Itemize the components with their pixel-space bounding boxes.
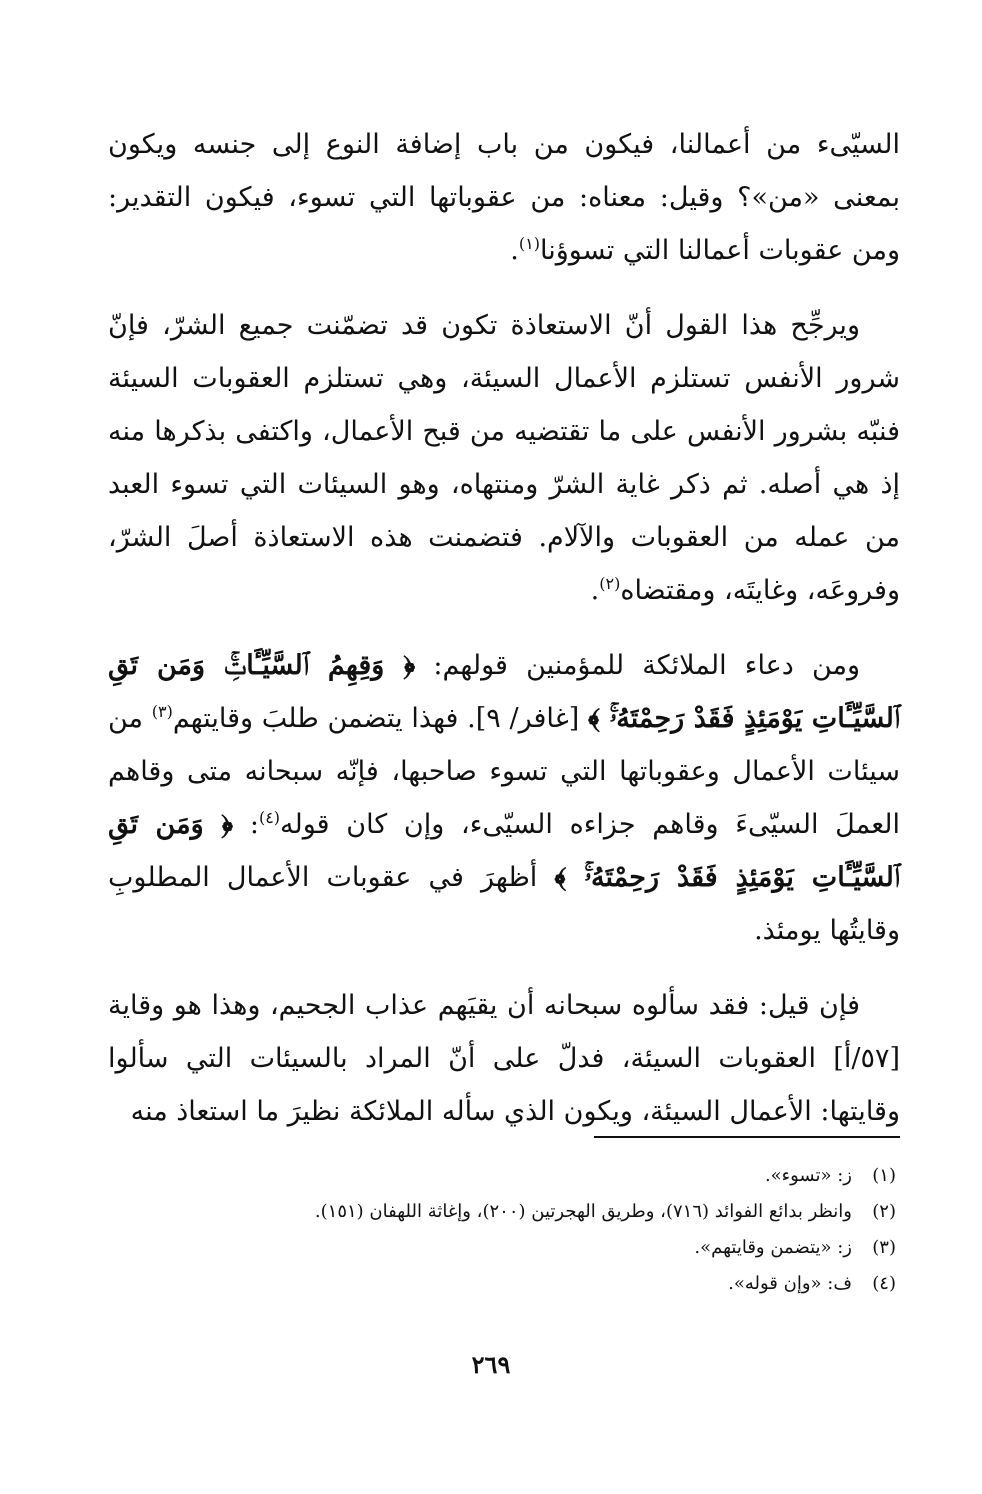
paragraph-1-end: . bbox=[510, 235, 519, 266]
paragraph-2-text: ويرجِّح هذا القول أنّ الاستعاذة تكون قد تضمّنت جميع الشرّ، فإنّ شرور الأنفس تستلزم الأعمال السيئة، وهي تستلزم العقوبات السيئة فنبّه بشرور الأنفس على ما تقتضيه من قبح الأعمال، واكتفى بذكرها منه إذ هي أصله. ثم ذكر غاية الشرّ ومنتهاه، وهو السيئات التي تسوء العبد من عمله من العقوبات والآلام. فتضمنت هذه الاستعاذة أصلَ الشرّ، وفروعَه، وغايتَه، ومقتضاه bbox=[108, 310, 900, 606]
footnote-ref-3[interactable]: (٣) bbox=[151, 702, 173, 721]
footnote-2 bbox=[108, 1194, 900, 1230]
footnote-ref-2[interactable]: (٢) bbox=[599, 574, 621, 593]
footnote-number: (٤) bbox=[872, 1273, 896, 1294]
footnote-text: ف: «وإن قوله». bbox=[728, 1273, 852, 1294]
footnote-4 bbox=[108, 1266, 900, 1302]
paragraph-3-text-c: من سيئات الأعمال وعقوباتها التي تسوء صاحبها، فإنّه سبحانه متى وقاهم العملَ السيّىءَ وقاهم جزاءه السيّىء، وإن كان قوله bbox=[108, 703, 900, 840]
footnote-number: (٣) bbox=[872, 1237, 896, 1258]
paragraph-3-intro: ومن دعاء الملائكة للمؤمنين قولهم: bbox=[433, 650, 860, 681]
quran-citation: [غافر/ ٩]. bbox=[467, 703, 580, 734]
paragraph-2 bbox=[108, 299, 900, 617]
paragraph-3-text-b: فهذا يتضمن طلبَ وقايتهم bbox=[172, 703, 459, 734]
paragraph-3-colon: : bbox=[249, 809, 259, 840]
footnote-1 bbox=[108, 1158, 900, 1194]
footnote-number: (٢) bbox=[872, 1201, 896, 1222]
quran-verse-1: ﴿ وَقِهِمُ ٱلسَّيِّـَٔاتِۚ وَمَن تَقِ ٱلسَّيِّـَٔاتِ يَوْمَئِذٍ فَقَدْ رَحِمْتَهُۥۚ ﴾ bbox=[108, 650, 900, 734]
paragraph-1-text: السيّىء من أعمالنا، فيكون من باب إضافة النوع إلى جنسه ويكون بمعنى «من»؟ وقيل: معناه: من عقوباتها التي تسوء، فيكون التقدير: ومن عقوبات أعمالنا التي تسوؤنا bbox=[108, 129, 900, 266]
paragraph-3 bbox=[108, 639, 900, 957]
main-text bbox=[108, 118, 900, 1160]
quran-verse-2: ﴿ وَمَن تَقِ ٱلسَّيِّـَٔاتِ يَوْمَئِذٍ فَقَدْ رَحِمْتَهُۥۚ ﴾ bbox=[108, 809, 900, 893]
footnote-3 bbox=[108, 1230, 900, 1266]
footnote-text: ز: «يتضمن وقايتهم». bbox=[694, 1237, 852, 1258]
footnote-text: ز: «تسوء». bbox=[764, 1165, 852, 1186]
footnote-ref-1[interactable]: (١) bbox=[518, 234, 540, 253]
footnotes bbox=[108, 1158, 900, 1302]
footnote-ref-4[interactable]: (٤) bbox=[258, 808, 281, 827]
footnote-divider bbox=[594, 1136, 900, 1138]
paragraph-2-end: . bbox=[590, 575, 600, 606]
paragraph-4 bbox=[108, 979, 900, 1138]
footnote-number: (١) bbox=[872, 1165, 896, 1186]
footnote-text: وانظر بدائع الفوائد (٧١٦)، وطريق الهجرتين (٢٠٠)، وإغاثة اللهفان (١٥١). bbox=[314, 1201, 852, 1222]
paragraph-3-text-e: أظهرَ في عقوبات الأعمال المطلوبِ وقايتُها يومئذ. bbox=[108, 862, 900, 946]
paragraph-4-text: فإن قيل: فقد سألوه سبحانه أن يقيَهم عذاب الجحيم، وهذا هو وقاية [٥٧/أ] العقوبات السيئة، فدلّ على أنّ المراد بالسيئات التي سألوا وقايتها: الأعمال السيئة، ويكون الذي سأله الملائكة نظيرَ ما استعاذ منه bbox=[108, 990, 900, 1127]
page-number: ٢٦٩ bbox=[471, 1350, 511, 1379]
paragraph-1 bbox=[108, 118, 900, 277]
